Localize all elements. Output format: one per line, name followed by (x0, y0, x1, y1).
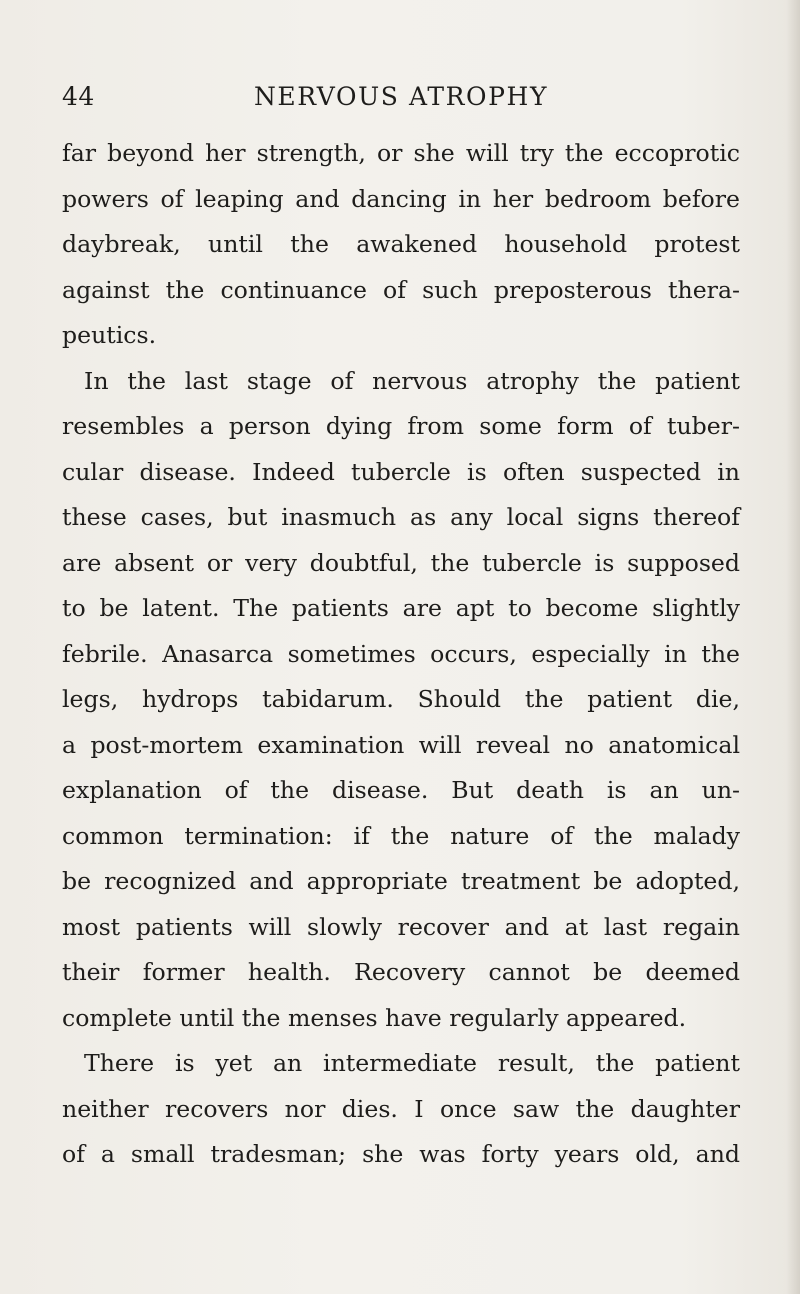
text-line: In the last stage of nervous atrophy the patient (84, 366, 740, 395)
text-line: against the continuance of such preposterous thera- (62, 275, 740, 304)
page-header (62, 82, 740, 122)
text-line: peutics. (62, 321, 157, 349)
text-line: febrile. Anasarca sometimes occurs, especially in the (62, 639, 740, 668)
text-line: powers of leaping and dancing in her bedroom before (62, 184, 740, 213)
text-line: daybreak, until the awakened household protest (62, 230, 740, 258)
text-line: complete until the menses have regularly appeared. (62, 1003, 687, 1032)
text-line: neither recovers nor dies. I once saw the daughter (62, 1094, 740, 1123)
text-line: most patients will slowly recover and at last regain (62, 912, 740, 941)
text-line: legs, hydrops tabidarum. Should the patient die, (62, 685, 740, 713)
text-line: to be latent. The patients are apt to become slightly (62, 594, 740, 622)
page-number: 44 (62, 82, 95, 111)
text-line: There is yet an intermediate result, the patient (84, 1049, 740, 1077)
text-line: far beyond her strength, or she will try the eccoprotic (62, 139, 740, 167)
page-edge-shadow (786, 0, 800, 1294)
text-line: be recognized and appropriate treatment be adopted, (62, 867, 740, 895)
text-line: these cases, but inasmuch as any local signs thereof (62, 503, 740, 531)
text-line: resembles a person dying from some form of tuber- (62, 412, 740, 440)
running-title: NERVOUS ATROPHY (253, 82, 549, 111)
text-line: are absent or very doubtful, the tubercle is supposed (62, 548, 740, 577)
text-line: a post-mortem examination will reveal no anatomical (62, 730, 740, 759)
text-line: of a small tradesman; she was forty years old, and (62, 1140, 740, 1168)
text-line: cular disease. Indeed tubercle is often suspected in (62, 457, 740, 486)
text-line: explanation of the disease. But death is an un- (62, 776, 740, 804)
text-line: their former health. Recovery cannot be deemed (62, 958, 740, 986)
text-line: common termination: if the nature of the malady (62, 821, 740, 850)
body-text (62, 131, 740, 1178)
